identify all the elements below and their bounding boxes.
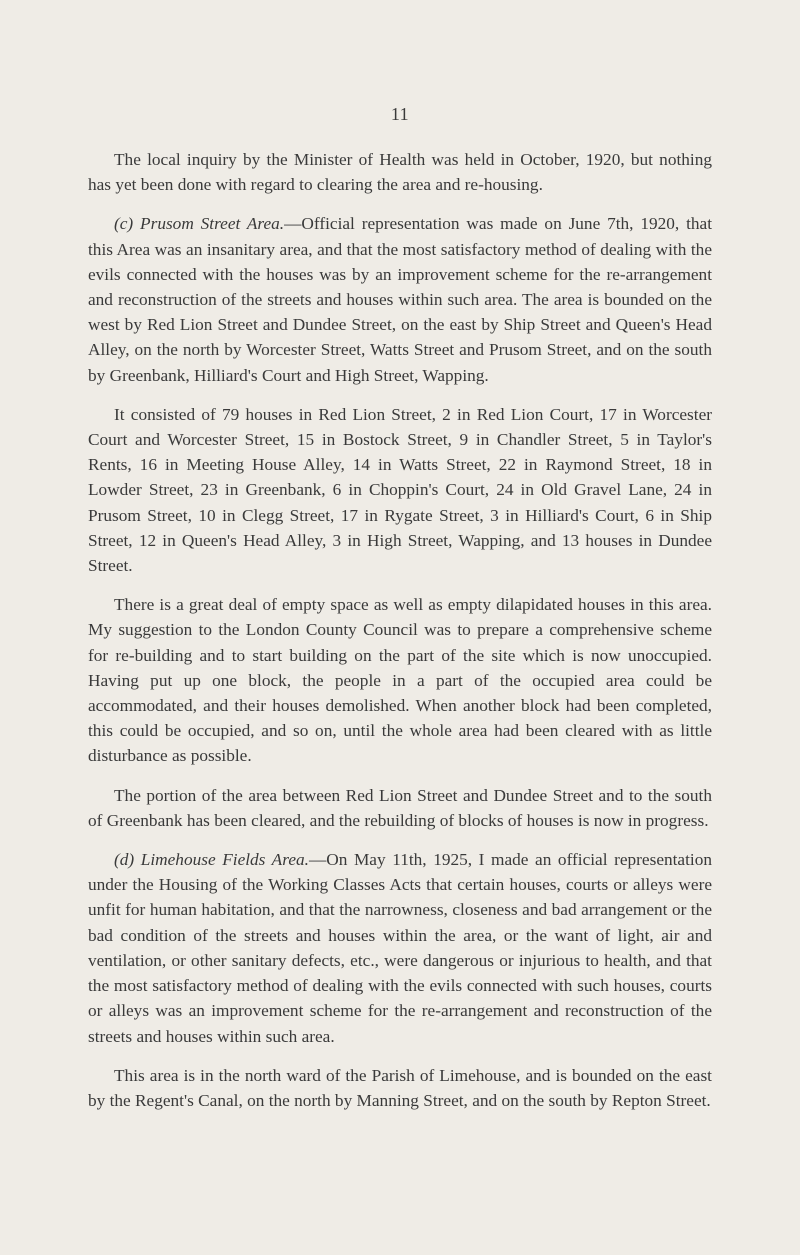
paragraph-text: The local inquiry by the Minister of Health was held in October, 1920, but nothing has yet been done with regard to clearing the area and re-housing. [88, 150, 712, 195]
paragraph-text: It consisted of 79 houses in Red Lion Street, 2 in Red Lion Court, 17 in Worcester Court and Worcester Street, 15 in Bostock Street, 9 in Chandler Street, 5 in Taylor's Rents, 16 in Meeting House Alley, 14 in Watts Street, 22 in Raymond Street, 18 in Lowder Street, 23 in Greenbank, 6 in Choppin's Court, 24 in Old Gravel Lane, 24 in Prusom Street, 10 in Clegg Street, 17 in Rygate Street, 3 in Hilliard's Court, 6 in Ship Street, 12 in Queen's Head Alley, 3 in High Street, Wapping, and 13 houses in Dundee Street. [88, 404, 712, 576]
paragraph-area-bounds [88, 1063, 712, 1113]
paragraph-prusom-street-area [88, 211, 712, 387]
paragraph-empty-space [88, 592, 712, 768]
paragraph-portion-cleared [88, 783, 712, 833]
paragraph-text: The portion of the area between Red Lion Street and Dundee Street and to the south of Greenbank has been cleared, and the rebuilding of blocks of houses is now in progress. [88, 785, 712, 830]
paragraph-limehouse-fields-area [88, 847, 712, 1049]
paragraph-houses-count [88, 402, 712, 578]
paragraph-text: —Official representation was made on June 7th, 1920, that this Area was an insanitary area, and that the most satisfactory method of dealing with the evils connected with the houses was by an improvement scheme for the re-arrangement and reconstruction of the streets and houses within such area. The area is bounded on the west by Red Lion Street and Dundee Street, on the east by Ship Street and Queen's Head Alley, on the north by Worcester Street, Watts Street and Prusom Street, and on the south by Greenbank, Hilliard's Court and High Street, Wapping. [88, 214, 712, 385]
paragraph-inquiry [88, 147, 712, 197]
paragraph-text: There is a great deal of empty space as well as empty dilapidated houses in this area. My suggestion to the London County Council was to prepare a comprehensive scheme for re-building and to start building on the part of the site which is now unoccupied. Having put up one block, the people in a part of the occupied area could be accommodated, and their houses demolished. When another block had been completed, this could be occupied, and so on, until the whole area had been cleared with as little disturbance as possible. [88, 595, 712, 766]
paragraph-text: —On May 11th, 1925, I made an official representation under the Housing of the Working Classes Acts that certain houses, courts or alleys were unfit for human habitation, and that the narrowness, closeness and bad arrangement or the bad condition of the streets and houses within the area, or the want of light, air and ventilation, or other sanitary defects, etc., were dangerous or injurious to health, and that the most satisfactory method of dealing with the evils connected with such houses, courts or alleys was an improvement scheme for the re-arrangement and reconstruction of the streets and houses within such area. [88, 850, 712, 1046]
section-heading: (d) Limehouse Fields Area. [114, 850, 309, 870]
paragraph-text: This area is in the north ward of the Parish of Limehouse, and is bounded on the east by the Regent's Canal, on the north by Manning Street, and on the south by Repton Street. [88, 1065, 712, 1110]
section-heading: (c) Prusom Street Area. [114, 214, 285, 234]
page-number: 11 [390, 104, 410, 124]
